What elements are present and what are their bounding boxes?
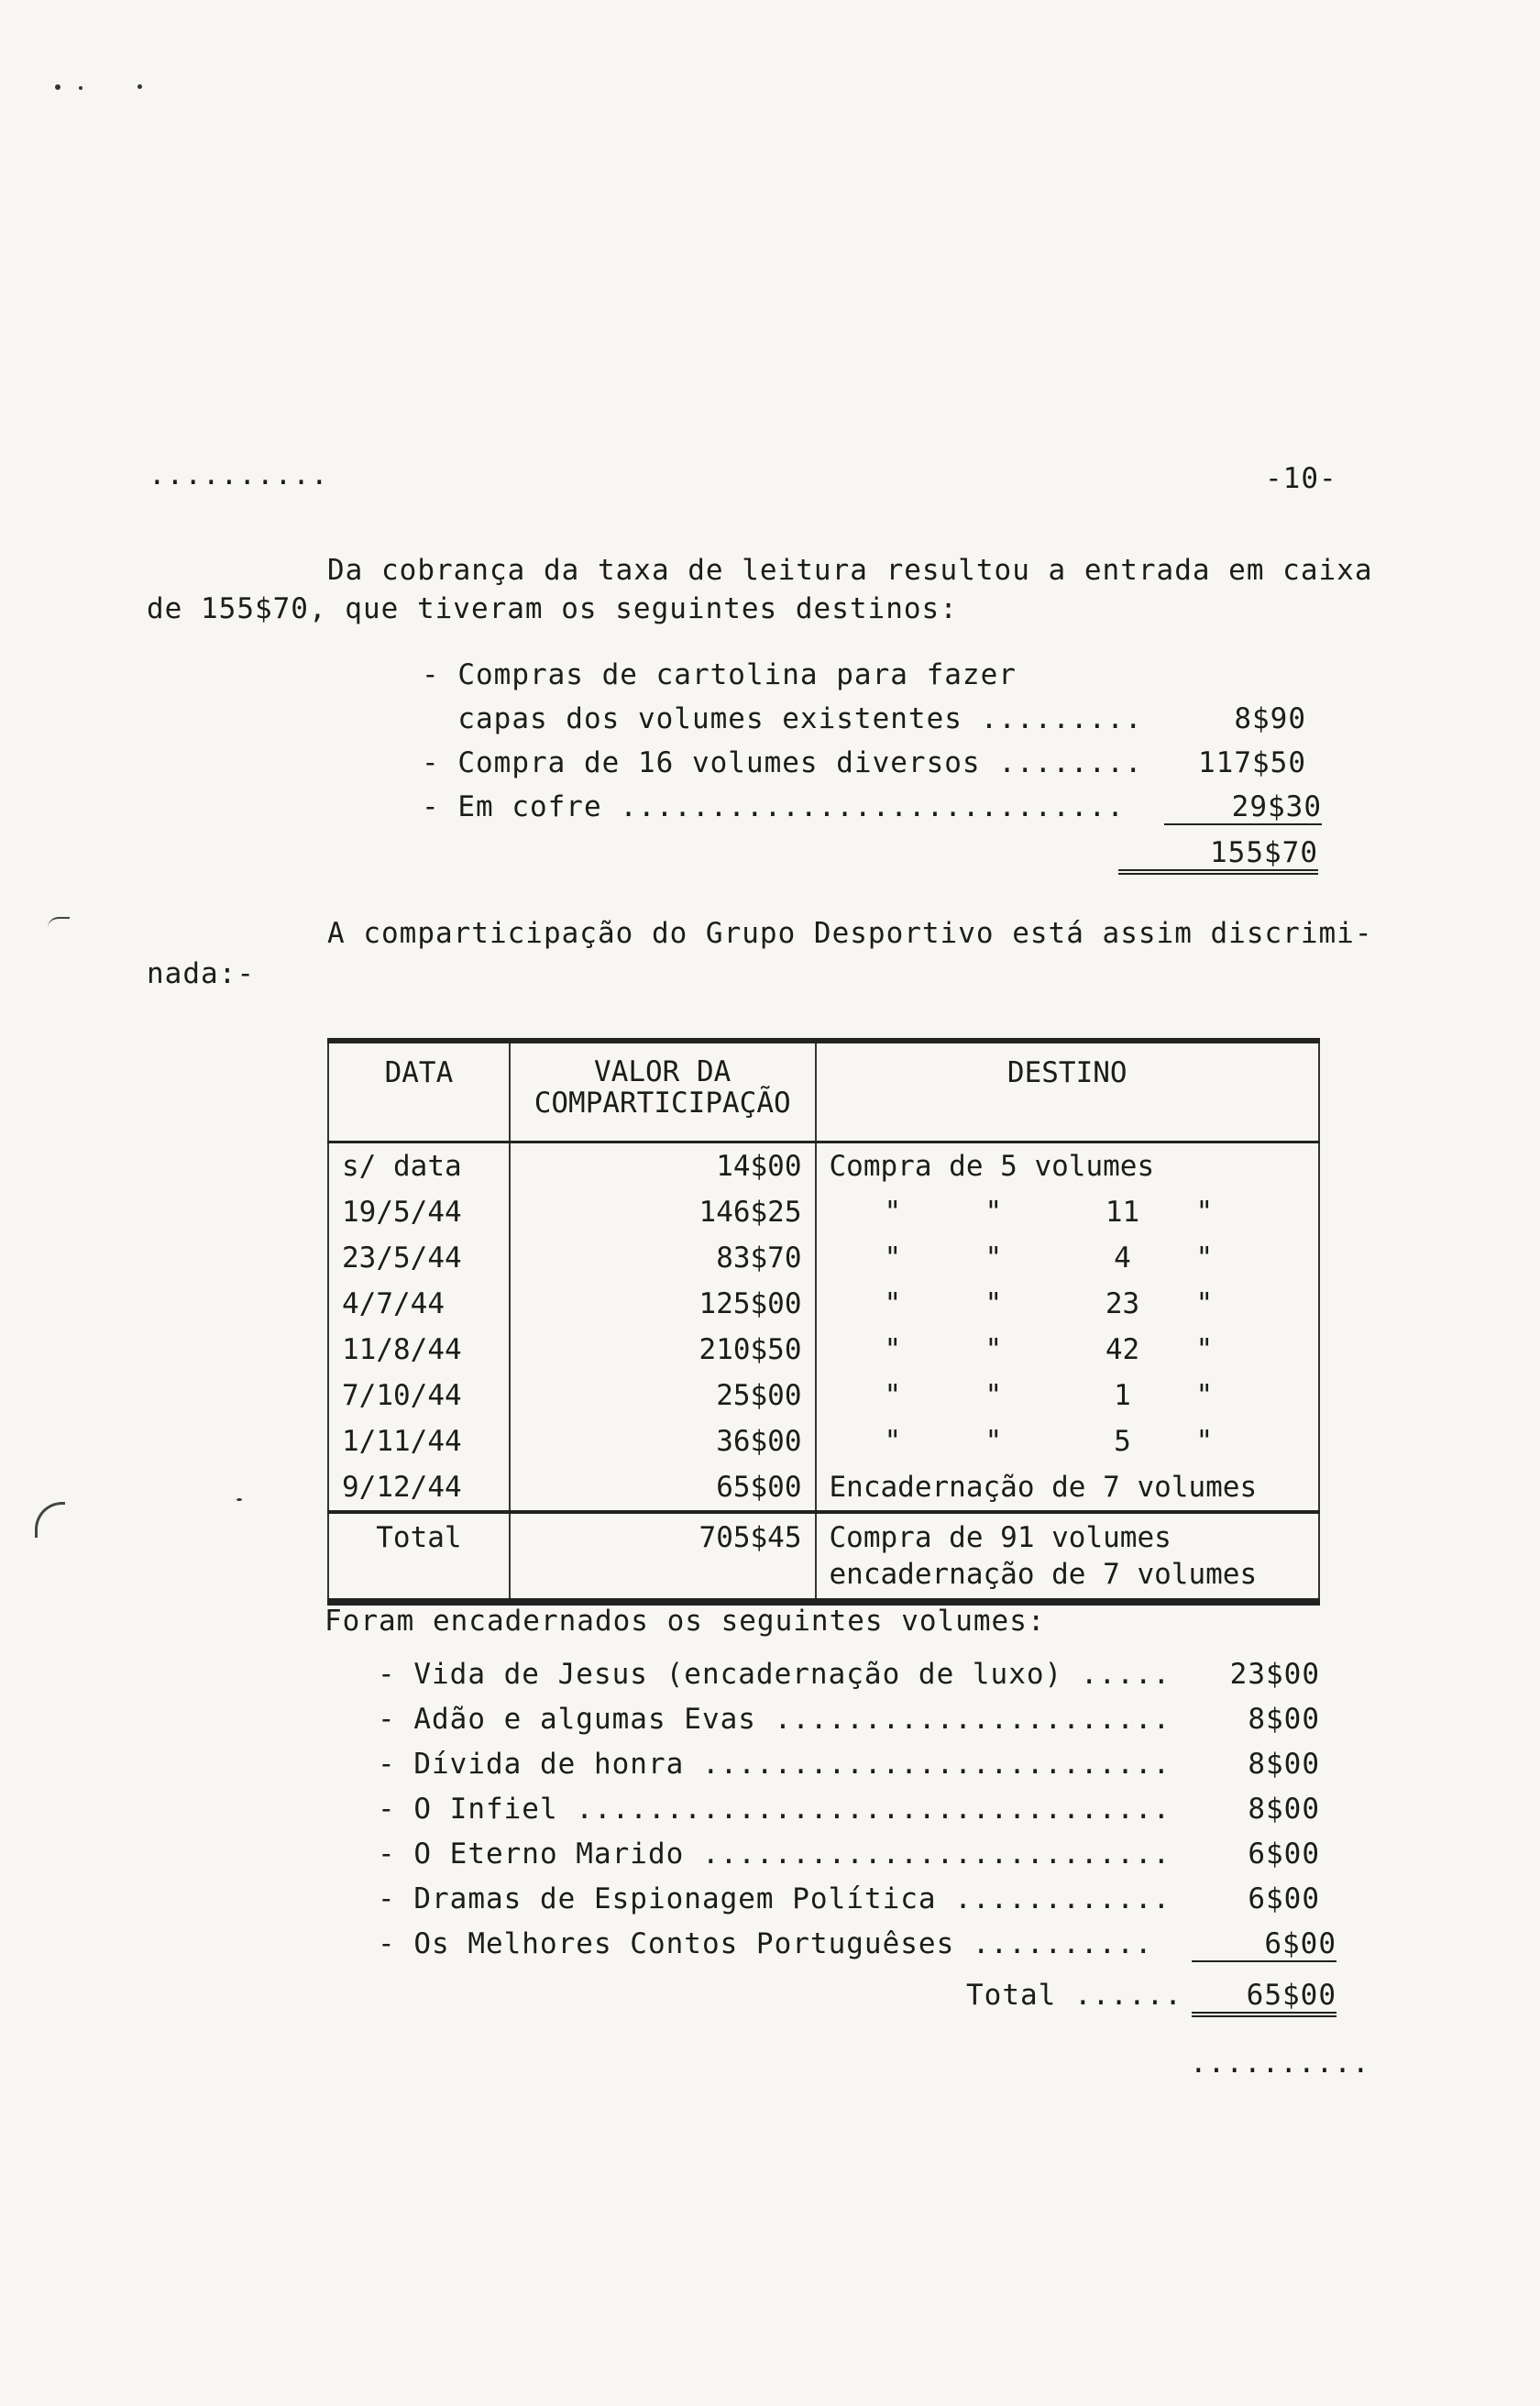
ditto-mark: ": [884, 1196, 902, 1229]
row-value: 125$00: [510, 1281, 816, 1327]
ditto-mark: ": [884, 1287, 902, 1320]
expense-amount: 29$30: [1164, 790, 1322, 825]
paragraph-2-line-2: nada:-: [147, 957, 255, 990]
margin-mark: [35, 1502, 65, 1538]
bound-amount: 6$00: [1192, 1927, 1336, 1962]
expense-amount: 117$50: [1198, 746, 1306, 779]
row-date: 7/10/44: [328, 1373, 510, 1418]
header-value-line-2: COMPARTICIPAÇÃO: [534, 1087, 791, 1120]
row-value: 25$00: [510, 1373, 816, 1418]
bound-item: - O Eterno Marido ..........................: [378, 1838, 1172, 1871]
row-quantity: 1: [1114, 1379, 1131, 1412]
table-total-row: [328, 1512, 1319, 1602]
row-quantity: 11: [1105, 1196, 1140, 1229]
expenses-total: 155$70: [1118, 836, 1318, 875]
participation-table: [327, 1038, 1320, 1606]
row-destination: Encadernação de 7 volumes: [816, 1464, 1319, 1512]
row-value: 146$25: [510, 1189, 816, 1235]
row-value: 83$70: [510, 1235, 816, 1281]
ditto-mark: ": [1195, 1333, 1214, 1366]
ink-speck: [138, 84, 142, 89]
row-quantity: 5: [1114, 1425, 1131, 1458]
bound-amount: 8$00: [1248, 1703, 1320, 1736]
row-date: 4/7/44: [328, 1281, 510, 1327]
header-value: [510, 1041, 816, 1142]
row-quantity: 23: [1105, 1287, 1140, 1320]
row-destination: [816, 1281, 1319, 1327]
ditto-mark: ": [984, 1196, 1003, 1229]
ditto-mark: ": [884, 1425, 902, 1458]
ditto-mark: ": [884, 1242, 902, 1275]
row-date: 19/5/44: [328, 1189, 510, 1235]
table-row: [328, 1327, 1319, 1373]
expense-item: - Compra de 16 volumes diversos ........: [422, 746, 1143, 779]
total-destination: [816, 1512, 1319, 1602]
expense-item: - Em cofre ............................: [422, 790, 1125, 823]
header-destination: DESTINO: [816, 1041, 1319, 1142]
table-header-row: [328, 1041, 1319, 1142]
margin-mark: [48, 917, 70, 928]
row-value: 65$00: [510, 1464, 816, 1512]
expense-amount: 8$90: [1234, 702, 1306, 735]
bound-item: - Vida de Jesus (encadernação de luxo) .....: [378, 1658, 1172, 1691]
row-date: 23/5/44: [328, 1235, 510, 1281]
ditto-mark: ": [1195, 1196, 1214, 1229]
ditto-mark: ": [984, 1242, 1003, 1275]
bottom-dots: ..........: [1190, 2047, 1370, 2080]
table-row: [328, 1142, 1319, 1190]
ditto-mark: ": [1195, 1287, 1214, 1320]
bound-item: - Dívida de honra ..........................: [378, 1748, 1172, 1781]
row-date: 9/12/44: [328, 1464, 510, 1512]
bound-item: - O Infiel .................................: [378, 1793, 1172, 1826]
total-value: 705$45: [510, 1512, 816, 1602]
ditto-mark: ": [1195, 1425, 1214, 1458]
top-dots: ..........: [148, 458, 329, 491]
table-row: [328, 1235, 1319, 1281]
ink-speck: [55, 84, 60, 90]
page-number: -10-: [1265, 462, 1337, 495]
bound-amount: 8$00: [1248, 1748, 1320, 1781]
row-destination: [816, 1418, 1319, 1464]
bound-item: - Dramas de Espionagem Política ............: [378, 1882, 1172, 1915]
row-date: s/ data: [328, 1142, 510, 1190]
bound-total-label: Total ......: [966, 1979, 1182, 2012]
row-destination: [816, 1235, 1319, 1281]
bound-amount: 8$00: [1248, 1793, 1320, 1826]
ditto-mark: ": [984, 1379, 1003, 1412]
row-destination: [816, 1373, 1319, 1418]
row-quantity: 42: [1105, 1333, 1140, 1366]
row-value: 36$00: [510, 1418, 816, 1464]
total-destination-line-1: Compra de 91 volumes: [829, 1521, 1172, 1554]
header-date: DATA: [328, 1041, 510, 1142]
bound-item: - Os Melhores Contos Portuguêses ..........: [378, 1927, 1153, 1960]
table-row: [328, 1373, 1319, 1418]
table-row: [328, 1281, 1319, 1327]
ditto-mark: ": [984, 1333, 1003, 1366]
ditto-mark: ": [884, 1379, 902, 1412]
ink-speck: [79, 86, 82, 90]
row-date: 11/8/44: [328, 1327, 510, 1373]
bound-item: - Adão e algumas Evas ......................: [378, 1703, 1172, 1736]
ditto-mark: ": [884, 1333, 902, 1366]
row-value: 210$50: [510, 1327, 816, 1373]
table-row: [328, 1189, 1319, 1235]
ditto-mark: ": [984, 1425, 1003, 1458]
paragraph-3: Foram encadernados os seguintes volumes:: [324, 1605, 1046, 1638]
row-destination: Compra de 5 volumes: [816, 1142, 1319, 1190]
row-destination: [816, 1327, 1319, 1373]
paragraph-1-line-2: de 155$70, que tiveram os seguintes destinos:: [147, 592, 958, 625]
paragraph-2-line-1: A comparticipação do Grupo Desportivo está assim discrimi-: [327, 917, 1373, 950]
header-value-line-1: VALOR DA: [594, 1055, 732, 1088]
table-row: [328, 1464, 1319, 1512]
bound-amount: 6$00: [1248, 1882, 1320, 1915]
bound-amount: 6$00: [1248, 1838, 1320, 1871]
ink-speck: [236, 1498, 242, 1501]
paragraph-1-line-1: Da cobrança da taxa de leitura resultou a entrada em caixa: [327, 554, 1373, 587]
expense-item: capas dos volumes existentes .........: [422, 702, 1143, 735]
ditto-mark: ": [1195, 1379, 1214, 1412]
ditto-mark: ": [984, 1287, 1003, 1320]
row-destination: [816, 1189, 1319, 1235]
table-row: [328, 1418, 1319, 1464]
bound-total: 65$00: [1192, 1979, 1336, 2017]
ditto-mark: ": [1195, 1242, 1214, 1275]
row-value: 14$00: [510, 1142, 816, 1190]
expense-item: - Compras de cartolina para fazer: [422, 658, 1017, 691]
total-destination-line-2: encadernação de 7 volumes: [829, 1558, 1258, 1591]
bound-amount: 23$00: [1229, 1658, 1320, 1691]
total-label: Total: [328, 1512, 510, 1602]
row-quantity: 4: [1114, 1242, 1131, 1275]
row-date: 1/11/44: [328, 1418, 510, 1464]
